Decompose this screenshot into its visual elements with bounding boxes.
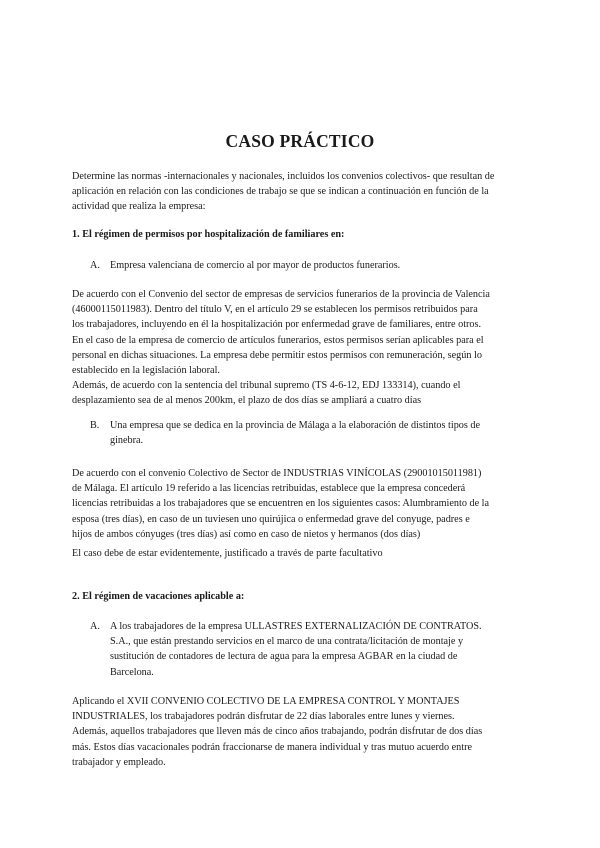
- answer-line: personal en dichas situaciones. La empresa debe permitir estos permisos con remuneración, según lo: [72, 349, 482, 361]
- list-marker: A.: [90, 621, 100, 632]
- answer-line: De acuerdo con el convenio Colectivo de Sector de INDUSTRIAS VINÍCOLAS (29001015011981): [72, 468, 482, 479]
- answer-line: De acuerdo con el Convenio del sector de empresas de servicios funerarios de la provincia de Valencia: [72, 289, 490, 300]
- answer-line: En el caso de la empresa de comercio de artículos funerarios, estos permisos serían aplicables para el: [72, 334, 484, 346]
- item-line: Una empresa que se dedica en la provincia de Málaga a la elaboración de distintos tipos de: [110, 420, 481, 431]
- page-title: CASO PRÁCTICO: [225, 131, 375, 151]
- list-marker: B.: [90, 420, 100, 431]
- answer-line: desplazamiento sea de al menos 200km, el plazo de dos días se ampliará a cuatro días: [72, 395, 422, 407]
- list-marker: A.: [90, 260, 100, 271]
- item-line: A los trabajadores de la empresa ULLASTRES EXTERNALIZACIÓN DE CONTRATOS.: [110, 621, 482, 632]
- item-line: ginebra.: [110, 435, 144, 447]
- intro-line: actividad que realiza la empresa:: [72, 201, 206, 213]
- item-line: sustitución de contadores de lectura de agua para la empresa AGBAR en la ciudad de: [110, 651, 458, 663]
- section-1-heading: 1. El régimen de permisos por hospitalización de familiares en:: [72, 229, 345, 240]
- answer-line: más. Estos días vacacionales podrán fraccionarse de manera individual y tras mutuo acuerdo entre: [72, 741, 472, 753]
- item-line: Barcelona.: [110, 666, 154, 678]
- answer-line: Además, de acuerdo con la sentencia del tribunal supremo (TS 4-6-12, EDJ 133314), cuando el: [72, 380, 461, 392]
- answer-line: trabajador y empleado.: [72, 756, 166, 768]
- answer-line: (46000115011983). Dentro del título V, en el artículo 29 se establecen los permisos retribuidos para: [72, 304, 478, 316]
- section-2-answer-a: [72, 694, 530, 770]
- section-2-heading: 2. El régimen de vacaciones aplicable a:: [72, 591, 245, 602]
- intro-paragraph: [72, 169, 530, 215]
- answer-line: Aplicando el XVII CONVENIO COLECTIVO DE LA EMPRESA CONTROL Y MONTAJES: [72, 696, 460, 707]
- item-line: Empresa valenciana de comercio al por mayor de productos funerarios.: [110, 260, 401, 271]
- answer-line: establecido en la legislación laboral.: [72, 365, 220, 377]
- section-1-answer-b-note: [72, 546, 530, 561]
- answer-line: El caso debe de estar evidentemente, justificado a través de parte facultativo: [72, 548, 383, 559]
- answer-line: licencias retribuidas a los trabajadores que se encuentren en los siguientes casos: Alumbramiento de la: [72, 498, 489, 510]
- answer-line: INDUSTRIALES, los trabajadores podrán disfrutar de 22 días laborales entre lunes y viernes.: [72, 711, 455, 723]
- intro-line: aplicación en relación con las condiciones de trabajo se que se indican a continuación en función de la: [72, 186, 489, 198]
- answer-line: de Málaga. El artículo 19 referido a las licencias retribuidas, establece que la empresa concederá: [72, 483, 466, 495]
- intro-line: Determine las normas -internacionales y nacionales, incluidos los convenios colectivos- que resultan de: [72, 171, 495, 182]
- answer-line: esposa (tres días), en caso de un tuviesen uno quirújica o enfermedad grave del conyuge, padres e: [72, 513, 470, 525]
- section-1-answer-a: [72, 287, 530, 409]
- answer-line: Además, aquellos trabajadores que lleven más de cinco años trabajando, podrán disfrutar de dos días: [72, 726, 483, 738]
- answer-line: los trabajadores, incluyendo en él la hospitalización por enfermedad grave de familiares, entre otros.: [72, 319, 482, 331]
- section-1-answer-b: [72, 466, 530, 542]
- item-line: S.A., que están prestando servicios en el marco de una contrata/licitación de montaje y: [110, 636, 464, 648]
- answer-line: hijos de ambos cónyuges (tres días) así como en caso de nietos y hermanos (dos días): [72, 528, 421, 540]
